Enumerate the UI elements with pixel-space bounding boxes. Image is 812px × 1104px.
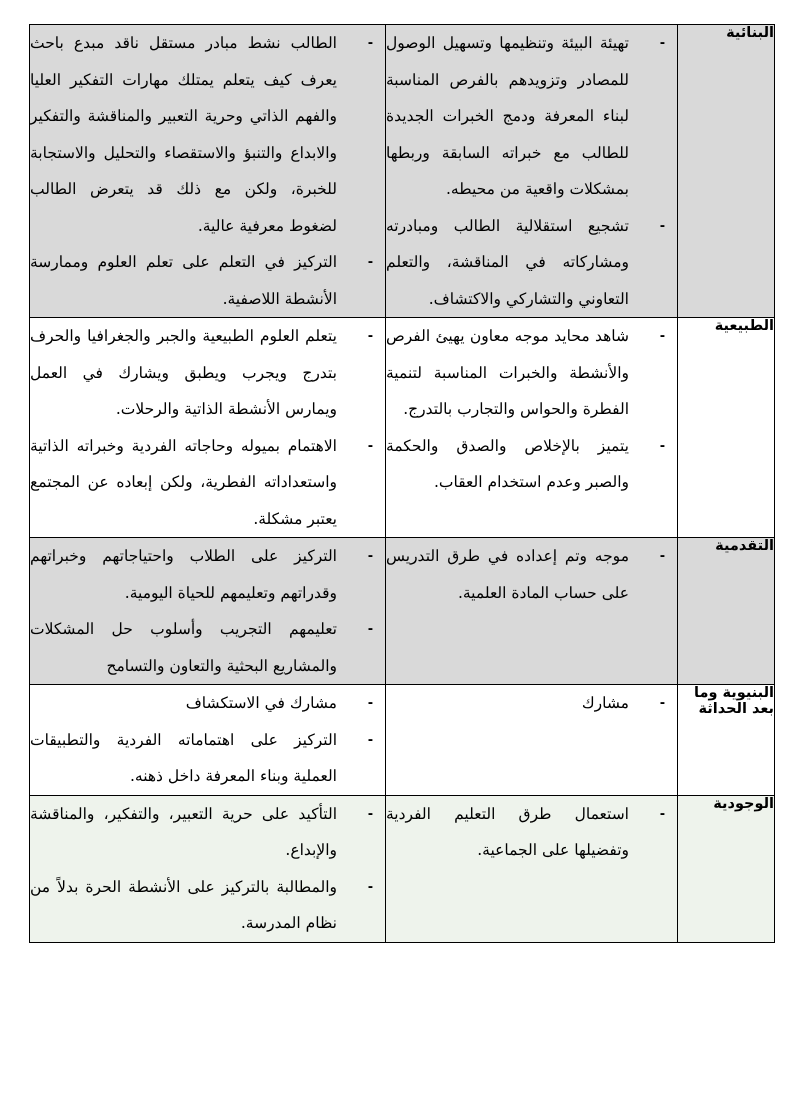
- list-item: [30, 685, 385, 722]
- table-row: [30, 318, 775, 538]
- list-item: [386, 318, 677, 428]
- list-item: [386, 25, 677, 208]
- student-role-cell: [30, 685, 386, 796]
- student-role-list: [30, 25, 385, 317]
- list-item: [386, 685, 677, 722]
- item-text: الاهتمام بميوله وحاجاته الفردية وخبراته الذاتية واستعداداته الفطرية، ولكن إبعاده عن المجتمع يعتبر مشكلة.: [30, 436, 337, 528]
- bullet-dash: -: [659, 694, 665, 711]
- item-text: التركيز في التعلم على تعلم العلوم وممارسة الأنشطة اللاصفية.: [30, 253, 337, 308]
- bullet-dash: -: [367, 877, 373, 895]
- student-role-cell: [30, 538, 386, 685]
- item-text: شاهد محايد موجه معاون يهيئ الفرص والأنشطة والخبرات المناسبة لتنمية الفطرة والحواس والتجارب بالتدرج.: [386, 327, 629, 418]
- list-item: [30, 25, 385, 244]
- table-body: [30, 25, 775, 943]
- teacher-role-list: [386, 685, 677, 722]
- student-role-list: [30, 685, 385, 795]
- student-role-cell: [30, 318, 386, 538]
- item-text: تشجيع استقلالية الطالب ومبادرته ومشاركاته في المناقشة، والتعلم التعاوني والتشاركي والاكتشاف.: [386, 216, 629, 308]
- item-text: والمطالبة بالتركيز على الأنشطة الحرة بدلاً من نظام المدرسة.: [30, 877, 337, 932]
- item-text: التأكيد على حرية التعبير، والتفكير، والمناقشة والإبداع.: [30, 804, 337, 859]
- bullet-dash: -: [367, 34, 373, 51]
- list-item: [30, 722, 385, 795]
- list-item: [386, 796, 677, 869]
- teacher-role-list: [386, 25, 677, 317]
- teacher-role-cell: [386, 538, 678, 685]
- item-text: موجه وتم إعداده في طرق التدريس على حساب المادة العلمية.: [386, 547, 629, 602]
- bullet-dash: -: [367, 730, 373, 748]
- philosophies-table: [29, 24, 775, 943]
- student-role-cell: [30, 25, 386, 318]
- teacher-role-list: [386, 318, 677, 501]
- list-item: [30, 318, 385, 428]
- bullet-dash: -: [367, 547, 373, 564]
- bullet-dash: -: [367, 694, 373, 711]
- list-item: [30, 796, 385, 869]
- item-text: مشارك: [581, 694, 629, 712]
- bullet-dash: -: [367, 436, 373, 454]
- list-item: [30, 428, 385, 538]
- list-item: [30, 611, 385, 684]
- item-text: تعليمهم التجريب وأسلوب حل المشكلات والمشاريع البحثية والتعاون والتسامح: [30, 620, 337, 675]
- item-text: التركيز على اهتماماته الفردية والتطبيقات العملية وبناء المعرفة داخل ذهنه.: [30, 730, 337, 785]
- teacher-role-cell: [386, 685, 678, 796]
- table-row: [30, 795, 775, 942]
- bullet-dash: -: [367, 620, 373, 637]
- bullet-dash: -: [659, 436, 665, 454]
- list-item: [386, 208, 677, 318]
- list-item: [386, 538, 677, 611]
- philosophy-label: الوجودية: [678, 795, 775, 942]
- list-item: [30, 538, 385, 611]
- item-text: الطالب نشط مبادر مستقل ناقد مبدع باحث يعرف كيف يتعلم يمتلك مهارات التفكير العليا والفهم الذاتي وحرية التعبير والمناقشة والتفكير والابداع والتنبؤ والاستقصاء والتحليل والاستجابة للخبرة، ولكن مع ذلك قد يتعرض الطالب لضغوط معرفية عالية.: [30, 34, 337, 235]
- bullet-dash: -: [659, 804, 665, 822]
- teacher-role-list: [386, 796, 677, 869]
- philosophy-label: الطبيعية: [678, 318, 775, 538]
- item-text: التركيز على الطلاب واحتياجاتهم وخبراتهم وقدراتهم وتعليمهم للحياة اليومية.: [30, 547, 337, 602]
- bullet-dash: -: [659, 34, 665, 51]
- table-row: [30, 685, 775, 796]
- list-item: [30, 869, 385, 942]
- bullet-dash: -: [367, 327, 373, 344]
- bullet-dash: -: [659, 547, 665, 564]
- student-role-cell: [30, 795, 386, 942]
- student-role-list: [30, 318, 385, 537]
- philosophy-label: البنيوية وما بعد الحداثة: [678, 685, 775, 796]
- table-row: [30, 25, 775, 318]
- list-item: [386, 428, 677, 501]
- bullet-dash: -: [659, 216, 665, 234]
- item-text: يتميز بالإخلاص والصدق والحكمة والصبر وعدم استخدام العقاب.: [386, 436, 629, 491]
- item-text: استعمال طرق التعليم الفردية وتفضيلها على الجماعية.: [386, 804, 629, 859]
- philosophy-label: البنائية: [678, 25, 775, 318]
- list-item: [30, 244, 385, 317]
- table-row: [30, 538, 775, 685]
- bullet-dash: -: [659, 327, 665, 344]
- item-text: يتعلم العلوم الطبيعية والجبر والجغرافيا والحرف بتدرج ويجرب ويطبق ويشارك في العمل ويمارس الأنشطة الذاتية والرحلات.: [30, 327, 337, 418]
- teacher-role-list: [386, 538, 677, 611]
- item-text: مشارك في الاستكشاف: [185, 694, 337, 712]
- bullet-dash: -: [367, 253, 373, 270]
- student-role-list: [30, 796, 385, 942]
- teacher-role-cell: [386, 25, 678, 318]
- philosophy-label: التقدمية: [678, 538, 775, 685]
- bullet-dash: -: [367, 804, 373, 822]
- teacher-role-cell: [386, 318, 678, 538]
- teacher-role-cell: [386, 795, 678, 942]
- item-text: تهيئة البيئة وتنظيمها وتسهيل الوصول للمصادر وتزويدهم بالفرص المناسبة لبناء المعرفة ودمج الخبرات الجديدة للطالب مع خبراته السابقة وربطها بمشكلات واقعية من محيطه.: [386, 34, 629, 198]
- student-role-list: [30, 538, 385, 684]
